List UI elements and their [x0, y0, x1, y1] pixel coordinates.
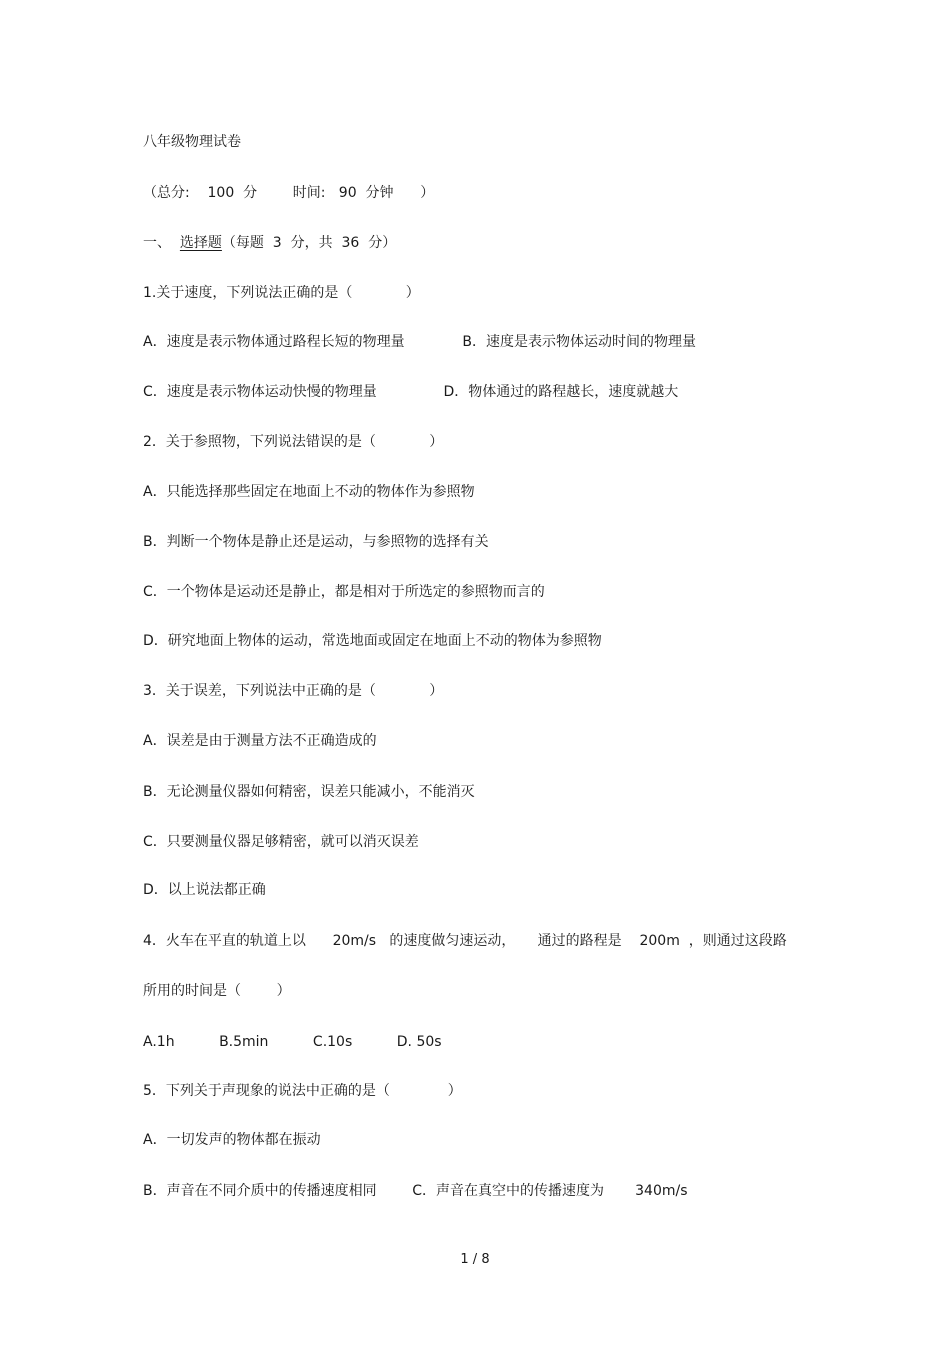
- question-3-option-b: B．无论测量仪器如何精密，误差只能减小，不能消灭: [143, 784, 475, 800]
- question-2-option-b: B．判断一个物体是静止还是运动，与参照物的选择有关: [143, 534, 489, 550]
- question-3-option-a: A．误差是由于测量方法不正确造成的: [143, 733, 377, 749]
- section-prefix: 一、: [143, 235, 180, 251]
- question-4-stem-line1: 4．火车在平直的轨道上以 20m/s 的速度做匀速运动， 通过的路程是 200m ，则通过这段路: [143, 933, 787, 949]
- document-title: 八年级物理试卷: [143, 134, 241, 150]
- question-2-option-c: C．一个物体是运动还是静止，都是相对于所选定的参照物而言的: [143, 584, 545, 600]
- question-4-stem-line2: 所用的时间是（ ）: [143, 983, 291, 999]
- question-2-option-d: D．研究地面上物体的运动，常选地面或固定在地面上不动的物体为参照物: [143, 633, 602, 649]
- section-suffix: （每题 3 分，共 36 分）: [221, 235, 397, 251]
- question-2-option-a: A．只能选择那些固定在地面上不动的物体作为参照物: [143, 484, 475, 500]
- section-heading: [143, 233, 396, 253]
- question-4-options: A.1h B.5min C.10s D. 50s: [143, 1034, 442, 1050]
- question-3-option-d: D．以上说法都正确: [143, 882, 266, 898]
- question-1-options-cd: C．速度是表示物体运动快慢的物理量 D．物体通过的路程越长，速度就越大: [143, 384, 679, 400]
- question-1-stem: 1.关于速度，下列说法正确的是（ ）: [143, 285, 420, 301]
- question-5-option-a: A．一切发声的物体都在振动: [143, 1132, 321, 1148]
- page-number: 1 / 8: [460, 1252, 490, 1267]
- exam-meta: （总分: 100 分 时间: 90 分钟 ）: [143, 185, 435, 201]
- question-3-stem: 3．关于误差，下列说法中正确的是（ ）: [143, 683, 444, 699]
- question-5-options-bc: B．声音在不同介质中的传播速度相同 C．声音在真空中的传播速度为 340m/s: [143, 1183, 688, 1199]
- section-name: 选择题: [179, 235, 222, 251]
- question-1-options-ab: A．速度是表示物体通过路程长短的物理量 B．速度是表示物体运动时间的物理量: [143, 334, 697, 350]
- question-2-stem: 2．关于参照物，下列说法错误的是（ ）: [143, 434, 444, 450]
- question-3-option-c: C．只要测量仪器足够精密，就可以消灭误差: [143, 834, 419, 850]
- question-5-stem: 5．下列关于声现象的说法中正确的是（ ）: [143, 1083, 462, 1099]
